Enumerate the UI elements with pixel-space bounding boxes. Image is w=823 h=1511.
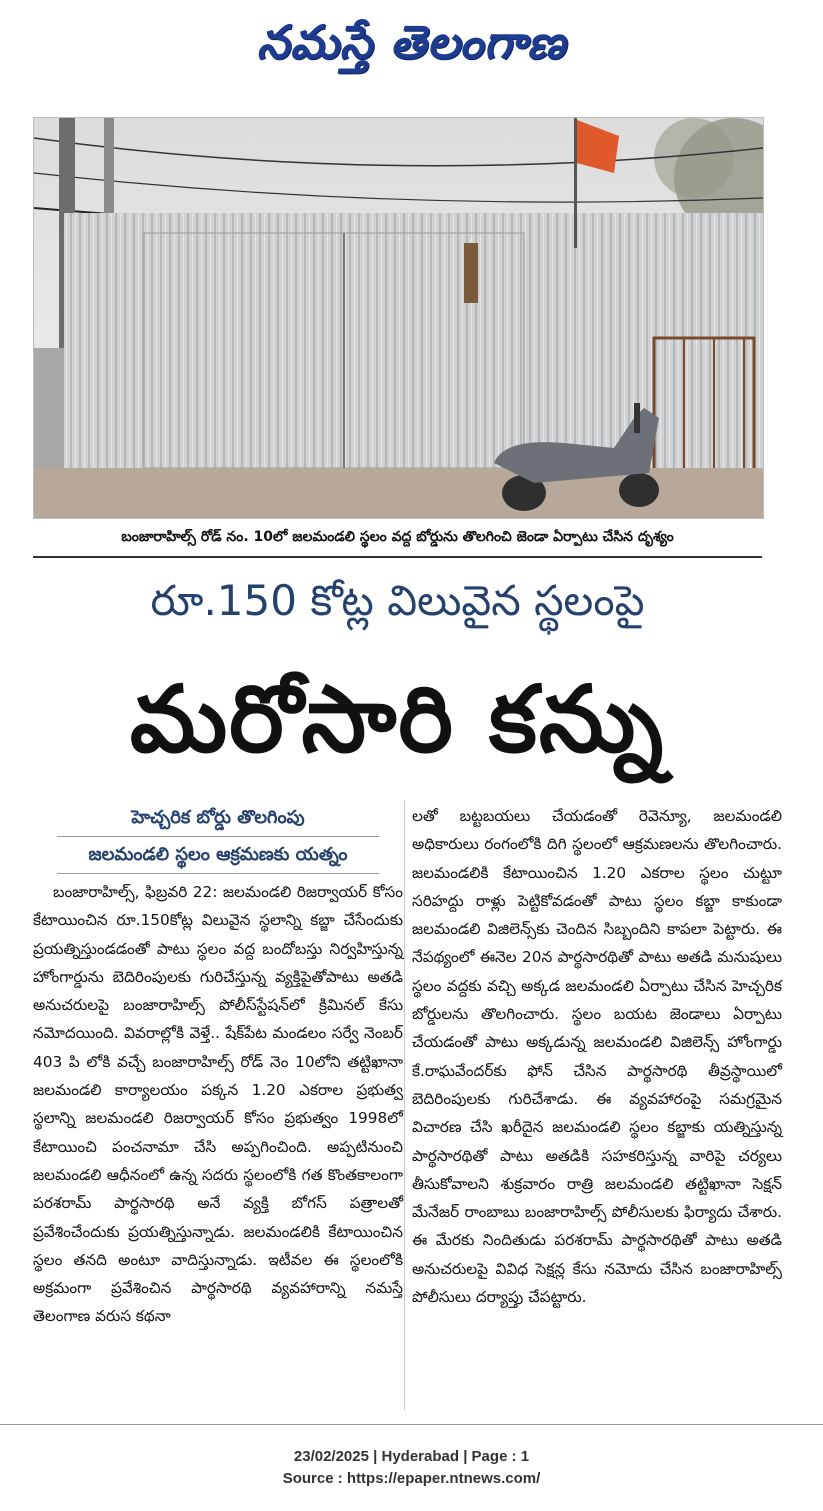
masthead: [0, 4, 823, 80]
caption-text: బంజారాహిల్స్ రోడ్ నం. 10లో జలమండలి స్థలం వద్ద బోర్డును తొలగించి జెండా ఏర్పాటు చేసిన దృశ్యం: [121, 528, 674, 545]
article-column-left: [33, 878, 403, 1398]
footer-source: Source : https://epaper.ntnews.com/: [282, 1470, 541, 1487]
subheading-2: జలమండలి స్థలం ఆక్రమణకు యత్నం: [57, 837, 379, 874]
headline-kicker: రూ.150 కోట్ల విలువైన స్థలంపై: [150, 576, 645, 625]
headline-main: మరోసారి కన్ను: [129, 666, 666, 773]
article-right-text: లతో బట్టబయలు చేయడంతో రెవెన్యూ, జలమండలి అధికారులు రంగంలోకి దిగి స్థలంలో ఆక్రమణలను తొలగించారు. జలమండలికి కేటాయించిన 1.20 ఎకరాల స్థలం చుట్టూ సరిహద్దు రాళ్లు పెట్టికోవడంతో పాటు స్థలం కబ్జా కాకుండా జలమండలి విజిలెన్స్‌కు చెందిన సిబ్బందిని కాపలా పెట్టారు. ఈ నేపథ్యంలో ఈనెల 20న పార్థసారథితో పాటు అతడి మనుషులు స్థలం వద్దకు వచ్చి అక్కడ జలమండలి ఏర్పాటు చేసిన హెచ్చరిక బోర్డులను తొలగించారు. స్థలం బయట జెండాలు ఏర్పాటు చేయడంతో పాటు అక్కడున్న జలమండలి విజిలెన్స్ హోంగార్డు కే.రాఘవేందర్‌కు ఫోన్ చేసిన పార్థసారథి తీవ్రస్థాయిలో బెదిరింపులకు గురిచేశాడు. ఈ వ్యవహారంపై సమగ్రమైన విచారణ చేసి ఖరీదైన జలమండలి స్థలం కబ్జాకు యత్నిస్తున్న పార్థసారథితో పాటు అతడికి సహకరిస్తున్న వారిపై చర్యలు తీసుకోవాలని శుక్రవారం రాత్రి జలమండలి తట్టిఖానా సెక్షన్ మేనేజర్ రాంబాబు బంజారాహిల్స్ పోలీసులకు ఫిర్యాదు చేశారు. ఈ మేరకు నిందితుడు పరశరామ్ పార్థసారథితో పాటు అతడి అనుచరులపై వివిధ సెక్షన్ల కేసు నమోదు చేసిన బంజారాహిల్స్ పోలీసులు దర్యాప్తు చేపట్టారు.: [412, 807, 782, 1307]
article-left-text: బంజారాహిల్స్, ఫిబ్రవరి 22: జలమండలి రిజర్వాయర్ కోసం కేటాయించిన రూ.150కోట్ల విలువైన స్థలాన్ని కబ్జా చేసేందుకు ప్రయత్నిస్తుండడంతో పాటు స్థలం వద్ద బందోబస్తు నిర్వహిస్తున్న హోంగార్డును బెదిరింపులకు గురిచేస్తున్న వ్యక్తిపైతోపాటు అతడి అనుచరులపై బంజారాహిల్స్ పోలీస్‌స్టేషన్‌లో క్రిమినల్ కేసు నమోదయింది. వివరాల్లోకి వెళ్తే.. షేక్‌పేట మండలం సర్వే నెంబర్ 403 పి లోకి వచ్చే బంజారాహిల్స్ రోడ్ నెం 10లోని తట్టిఖానా జలమండలి కార్యాలయం పక్కన 1.20 ఎకరాల ప్రభుత్వ స్థలాన్ని జలమండలి రిజర్వాయర్ కోసం ప్రభుత్వం 1998లో కేటాయించి పంచనామా చేసి అప్పగించింది. అప్పటినుంచి జలమండలి ఆధీనంలో ఉన్న సదరు స్థలంలోకి గత కొంతకాలంగా పరశరామ్ పార్థసారథి అనే వ్యక్తి బోగస్ పత్రాలతో ప్రవేశించేందుకు ప్రయత్నిస్తున్నాడు. జలమండలికి కేటాయించిన స్థలం తనది అంటూ వాదిస్తున్నాడు. ఇటీవల ఈ స్థలంలోకి అక్రమంగా ప్రవేశించిన పార్థసారథి వ్యవహారాన్ని నమస్తే తెలంగాణ వరుస కథనా: [33, 883, 403, 1326]
footer-divider: [0, 1424, 823, 1425]
photo-image: [34, 118, 763, 518]
photo-caption: [33, 520, 762, 558]
footer-dateline: 23/02/2025 | Hyderabad | Page : 1: [293, 1448, 530, 1465]
newspaper-logo: నమస్తే తెలంగాణ: [256, 15, 567, 69]
subheading-1: హెచ్చరిక బోర్డు తొలగింపు: [57, 800, 379, 837]
subheadings: [33, 800, 403, 878]
page-footer: [0, 1446, 823, 1490]
column-divider: [404, 800, 405, 1410]
news-photo: [33, 117, 764, 519]
article-column-right: [412, 802, 782, 1412]
